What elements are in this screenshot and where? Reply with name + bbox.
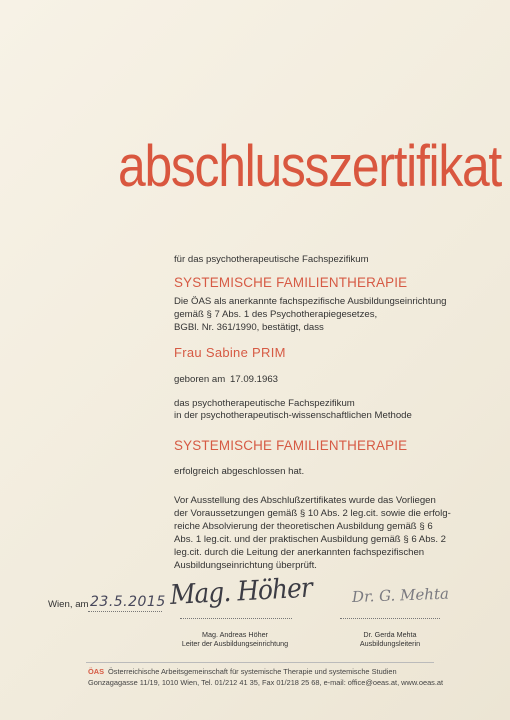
handwritten-date: 23.5.2015	[90, 594, 166, 610]
right-signatory-role: Ausbildungsleiterin	[359, 639, 421, 648]
verification-line-4: Abs. 1 leg.cit. und der praktischen Ausbildung gemäß § 6 Abs. 2	[174, 534, 446, 545]
right-signature-line	[340, 618, 440, 619]
footer-org-name: Österreichische Arbeitsgemeinschaft für systemische Therapie und systemische Studien	[108, 667, 397, 676]
left-signature: Mag. Höher	[169, 572, 313, 611]
verification-line-2: der Voraussetzungen gemäß § 10 Abs. 2 leg.cit. sowie die erfolg-	[174, 508, 451, 519]
left-signatory-role: Leiter der Ausbildungseinrichtung	[181, 639, 289, 648]
recipient-name: Frau Sabine PRIM	[174, 345, 286, 360]
verification-line-5: leg.cit. durch die Leitung der anerkannten fachspezifischen	[174, 547, 425, 558]
footer-rule	[86, 662, 434, 663]
left-signatory-block	[160, 630, 310, 648]
right-signatory-block	[330, 630, 450, 648]
specialty-line-2: in der psychotherapeutisch-wissenschaftlichen Methode	[174, 410, 412, 421]
verification-line-3: reiche Absolvierung der theoretischen Ausbildung gemäß § 6	[174, 521, 433, 532]
verification-line-6: Ausbildungseinrichtung überprüft.	[174, 560, 317, 571]
left-signature-line	[180, 618, 292, 619]
method-title-repeat: SYSTEMISCHE FAMILIENTHERAPIE	[174, 438, 408, 453]
recognition-line-3: BGBl. Nr. 361/1990, bestätigt, dass	[174, 322, 324, 333]
right-signature: Dr. G. Mehta	[351, 584, 450, 606]
right-signatory-name: Dr. Gerda Mehta	[363, 630, 417, 639]
date-line	[88, 611, 162, 612]
recognition-line-2: gemäß § 7 Abs. 1 des Psychotherapiegesetzes,	[174, 309, 378, 320]
footer-org-line	[88, 667, 397, 677]
birth-date: 17.09.1963	[230, 374, 279, 385]
completion-text: erfolgreich abgeschlossen hat.	[174, 466, 305, 477]
verification-line-1: Vor Ausstellung des Abschlußzertifikates wurde das Vorliegen	[174, 495, 436, 506]
birth-label: geboren am	[174, 374, 226, 385]
recognition-line-1: Die ÖAS als anerkannte fachspezifische Ausbildungseinrichtung	[174, 296, 447, 307]
intro-text: für das psychotherapeutische Fachspezifikum	[174, 254, 369, 265]
specialty-line-1: das psychotherapeutische Fachspezifikum	[174, 398, 355, 409]
certificate-heading: abschlusszertifikat	[118, 134, 502, 199]
left-signatory-name: Mag. Andreas Höher	[202, 630, 268, 639]
place-label: Wien, am	[48, 599, 89, 610]
footer-address: Gonzagagasse 11/19, 1010 Wien, Tel. 01/212 41 35, Fax 01/218 25 68, e-mail: office@oeas.at, www.oeas.at	[88, 678, 444, 687]
footer-org-abbr: ÖAS	[88, 667, 105, 676]
method-title: SYSTEMISCHE FAMILIENTHERAPIE	[174, 275, 408, 290]
